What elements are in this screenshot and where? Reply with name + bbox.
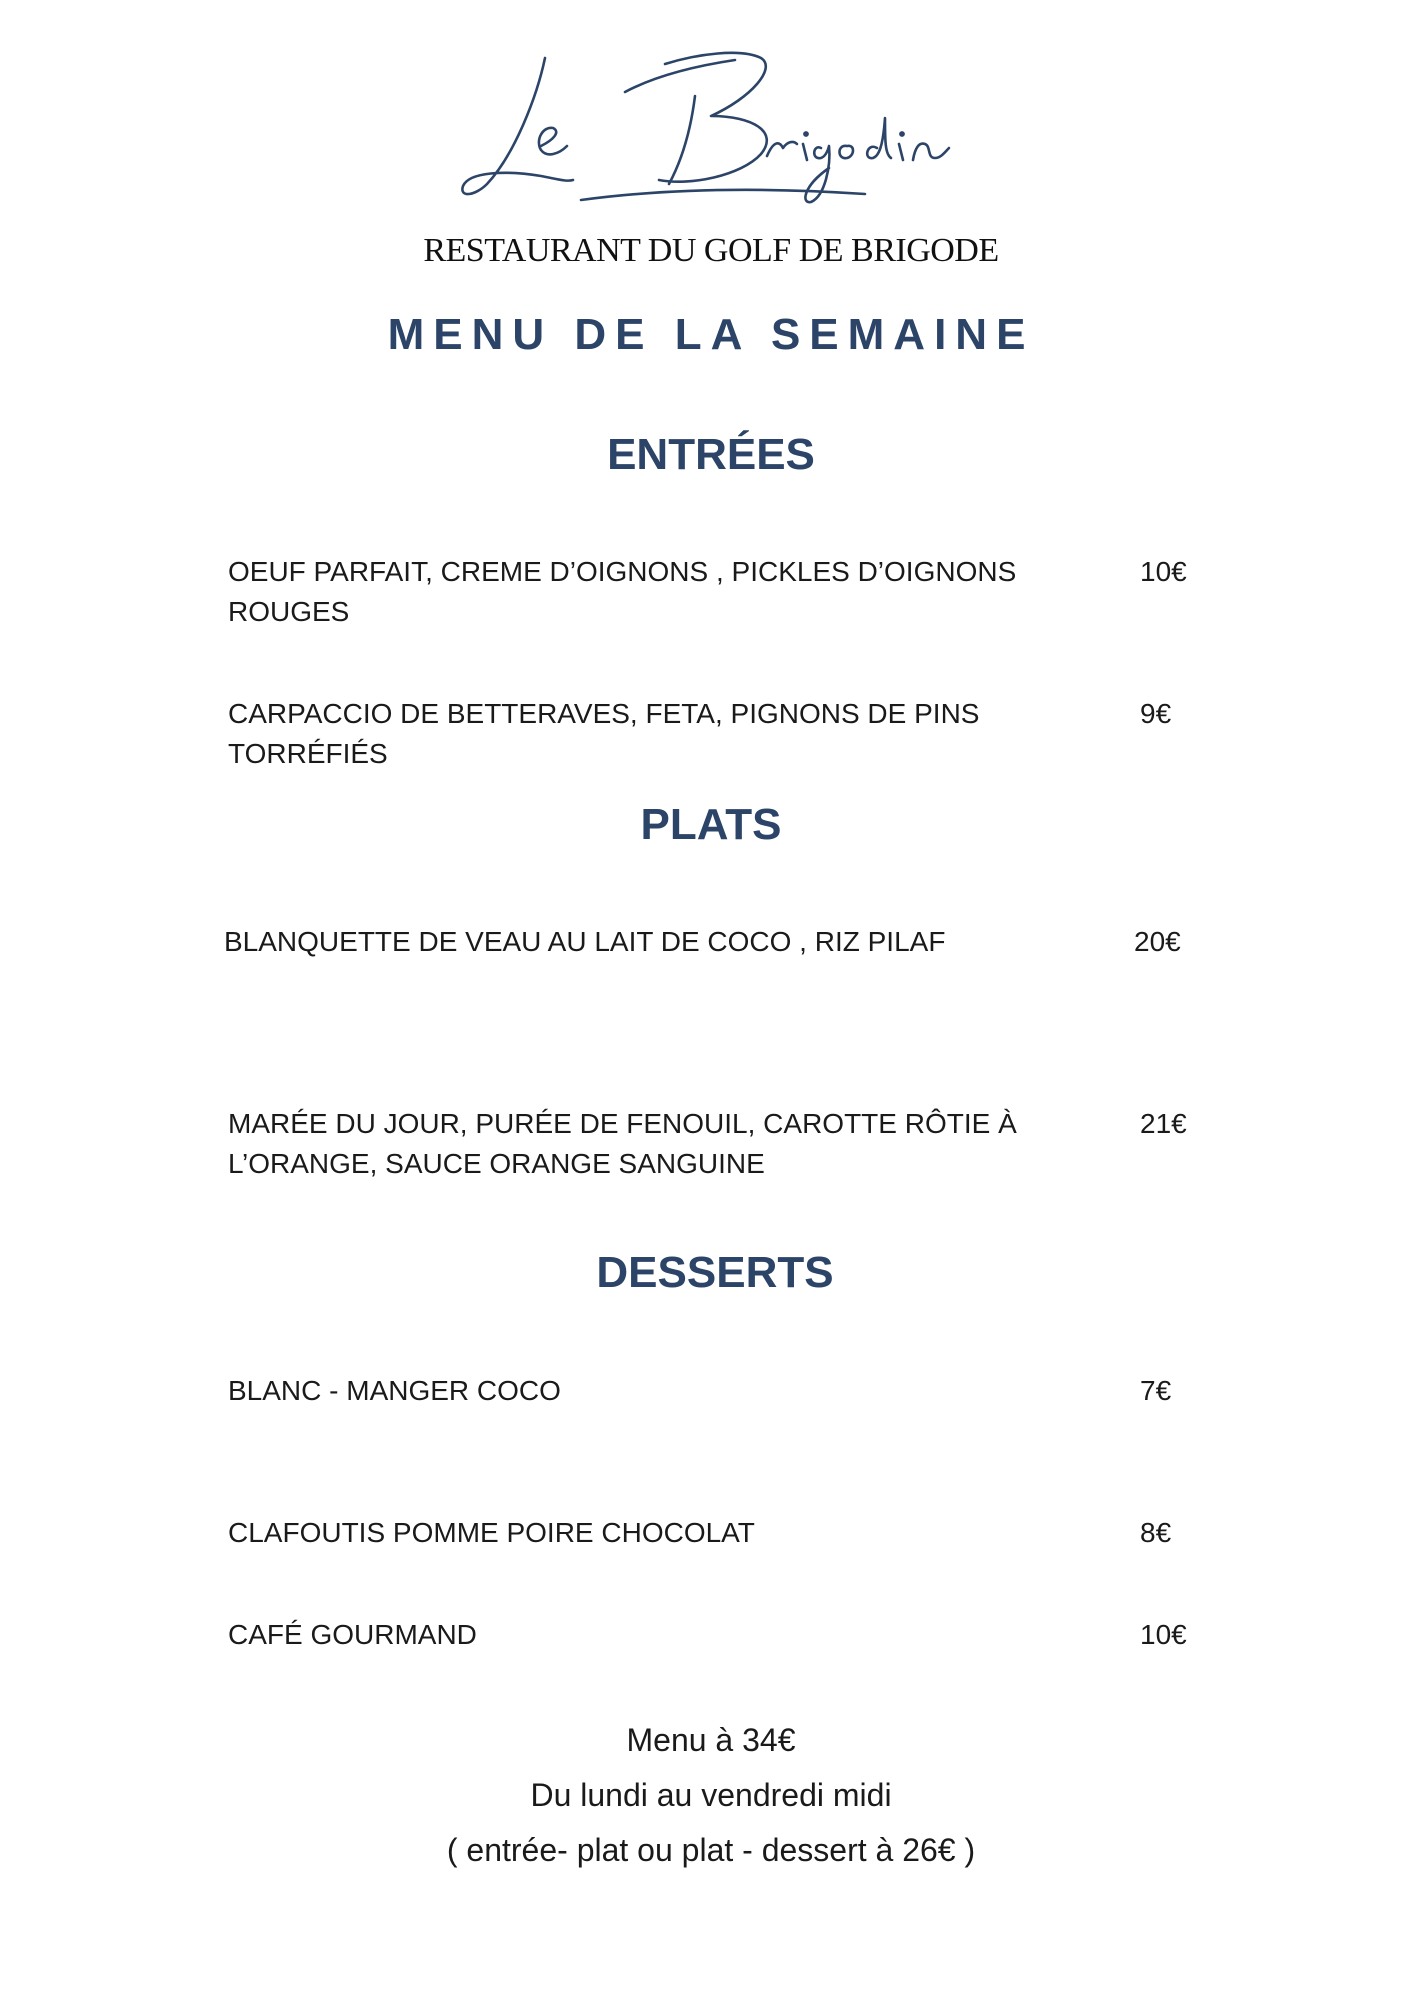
- dish-price: 9€: [1140, 698, 1172, 729]
- menu-availability: Du lundi au vendredi midi: [530, 1777, 892, 1813]
- section-title-desserts: DESSERTS: [596, 1248, 834, 1297]
- dish-name: CAFÉ GOURMAND: [228, 1619, 477, 1650]
- dish-price: 10€: [1140, 1619, 1187, 1650]
- restaurant-name: RESTAURANT DU GOLF DE BRIGODE: [423, 232, 999, 269]
- dish-price: 21€: [1140, 1108, 1187, 1139]
- dish-name: BLANC - MANGER COCO: [228, 1375, 561, 1406]
- menu-title: MENU DE LA SEMAINE: [387, 310, 1035, 359]
- dish-name: OEUF PARFAIT, CREME D’OIGNONS , PICKLES D’OIGNONS ROUGES: [228, 556, 1017, 627]
- dish-price: 20€: [1134, 926, 1181, 957]
- section-title-entrees: ENTRÉES: [607, 430, 815, 479]
- dish-name: CLAFOUTIS POMME POIRE CHOCOLAT: [228, 1517, 755, 1548]
- menu-formula: ( entrée- plat ou plat - dessert à 26€ ): [446, 1832, 976, 1868]
- dish-price: 8€: [1140, 1517, 1172, 1548]
- brigodin-logo: [445, 36, 965, 211]
- dish-name: MARÉE DU JOUR, PURÉE DE FENOUIL, CAROTTE RÔTIE À L’ORANGE, SAUCE ORANGE SANGUINE: [228, 1108, 1017, 1179]
- dish-name: BLANQUETTE DE VEAU AU LAIT DE COCO , RIZ PILAF: [224, 926, 946, 957]
- dish-price: 7€: [1140, 1375, 1172, 1406]
- menu-price: Menu à 34€: [626, 1722, 796, 1758]
- dish-name: CARPACCIO DE BETTERAVES, FETA, PIGNONS DE PINS TORRÉFIÉS: [228, 698, 980, 769]
- section-title-plats: PLATS: [640, 800, 782, 849]
- dish-price: 10€: [1140, 556, 1187, 587]
